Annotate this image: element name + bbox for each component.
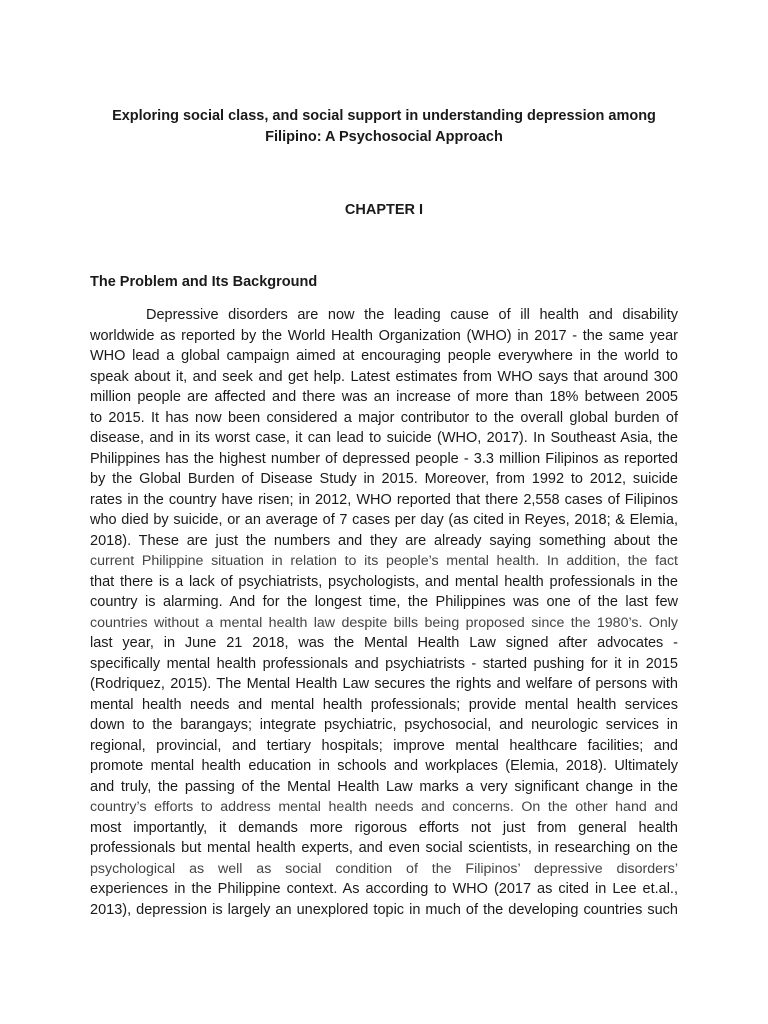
paragraph-line: that there is a lack of psychiatrists, psychologists, and mental health professionals in the [90,573,678,590]
paragraph-line: countries without a mental health law despite bills being proposed since the 1980’s. Only [90,614,678,631]
paragraph-line: down to the barangays; integrate psychiatric, psychosocial, and neurologic services in [90,717,678,733]
paragraph-line: last year, in June 21 2018, was the Mental Health Law signed after advocates - [90,635,678,651]
paragraph-line: professionals but mental health experts, and even social scientists, in researching on the [90,840,678,856]
paragraph-line: experiences in the Philippine context. As according to WHO (2017 as cited in Lee et.al., [90,881,678,897]
paragraph-line: mental health needs and mental health professionals; provide mental health services [90,696,678,713]
paragraph-line: rates in the country have risen; in 2012, WHO reported that there 2,558 cases of Filipinos [90,491,678,508]
paragraph-line: to 2015. It has now been considered a major contributor to the overall global burden of [90,409,678,426]
paragraph-line: who died by suicide, or an average of 7 cases per day (as cited in Reyes, 2018; & Elemia, [90,512,678,528]
paragraph-line: most importantly, it demands more rigorous efforts not just from general health [90,819,678,836]
paragraph-line: Philippines has the highest number of depressed people - 3.3 million Filipinos as reported [90,450,678,467]
paragraph-line: WHO lead a global campaign aimed at encouraging people everywhere in the world to [90,348,678,364]
paragraph-line: speak about it, and seek and get help. Latest estimates from WHO says that around 300 [90,368,678,385]
chapter-heading: CHAPTER I [344,202,424,218]
body-paragraph [90,305,678,920]
paragraph-line: psychological as well as social condition of the Filipinos’ depressive disorders’ [90,860,678,877]
paragraph-line: (Rodriquez, 2015). The Mental Health Law secures the rights and welfare of persons with [90,676,678,692]
paragraph-line: by the Global Burden of Disease Study in 2015. Moreover, from 1992 to 2012, suicide [90,471,678,487]
paragraph-line: 2018). These are just the numbers and they are already saying something about the [90,532,678,549]
section-heading: The Problem and Its Background [90,274,318,290]
paragraph-line: disease, and in its worst case, it can lead to suicide (WHO, 2017). In Southeast Asia, the [90,430,678,446]
document-title [90,106,678,148]
paragraph-line: current Philippine situation in relation to its people’s mental health. In addition, the fact [90,553,678,569]
document-title-text: Exploring social class, and social support in understanding depression among Filipino: A Psychosocial Approach [112,108,656,145]
paragraph-line: promote mental health education in schools and workplaces (Elemia, 2018). Ultimately [90,758,678,774]
paragraph-line: Depressive disorders are now the leading cause of ill health and disability [146,307,678,323]
paragraph-line: regional, provincial, and tertiary hospitals; improve mental healthcare facilities; and [90,737,678,754]
paragraph-line: country’s efforts to address mental health needs and concerns. On the other hand and [90,799,678,815]
paragraph-line: country is alarming. And for the longest time, the Philippines was one of the last few [90,594,678,610]
paragraph-line: worldwide as reported by the World Health Organization (WHO) in 2017 - the same year [90,327,678,344]
paragraph-line: and truly, the passing of the Mental Health Law marks a very significant change in the [90,778,678,795]
paragraph-line: million people are affected and there was an increase of more than 18% between 2005 [90,389,678,405]
paragraph-line: 2013), depression is largely an unexplored topic in much of the developing countries such [90,901,678,918]
paragraph-line: specifically mental health professionals and psychiatrists - started pushing for it in 2015 [90,655,678,672]
